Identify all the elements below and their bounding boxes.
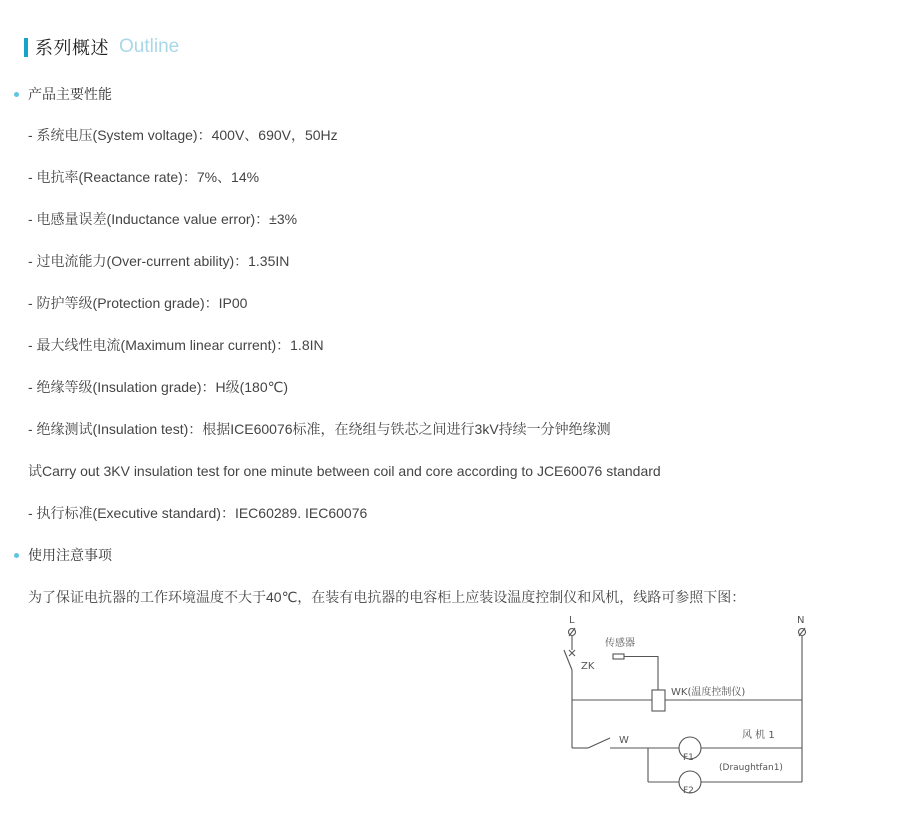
title-english: Outline [119,36,180,57]
label-sensor: 传感器 [605,638,635,649]
label-fan: 风 机 1 [742,730,775,741]
heading-performance-text: 产品主要性能 [28,86,112,102]
sensor-icon [613,654,624,659]
spec-line: - 绝缘等级(Insulation grade)：H级(180℃) [28,379,289,395]
label-w: W [619,735,629,746]
spec-line: - 最大线性电流(Maximum linear current)：1.8IN [28,337,324,353]
switch-zk-icon [564,650,572,670]
label-n: N [797,615,805,626]
spec-line: - 绝缘测试(Insulation test)：根据ICE60076标准，在绕组与铁芯之间进行3kV持续一分钟绝缘测 [28,421,611,437]
label-f2: F2 [683,786,694,796]
spec-line-continued: 试Carry out 3KV insulation test for one minute between coil and core according to JCE60076 standard [28,463,661,479]
bullet-dot-icon [14,92,19,97]
label-f1: F1 [683,753,694,763]
label-zk: ZK [581,661,595,672]
controller-wk-icon [652,690,665,711]
circuit-diagram [540,610,820,800]
spec-line: - 防护等级(Protection grade)：IP00 [28,295,248,311]
spec-line: - 系统电压(System voltage)：400V、690V，50Hz [28,127,338,143]
heading-notes-text: 使用注意事项 [28,547,112,563]
switch-w-icon [588,738,610,748]
spec-line: - 电抗率(Reactance rate)：7%、14% [28,169,260,185]
title-accent-bar [24,38,28,57]
label-l: L [569,615,575,626]
bullet-heading-notes [14,545,112,565]
section-title [24,36,179,58]
label-draughtfan: (Draughtfan1) [719,763,783,773]
bullet-heading-performance [14,84,112,104]
spec-line: - 过电流能力(Over-current ability)：1.35IN [28,253,290,269]
label-wk: WK(温度控制仪) [671,687,746,698]
title-chinese: 系列概述 [35,38,109,58]
spec-line: - 执行标准(Executive standard)：IEC60289. IEC60076 [28,505,368,521]
bullet-dot-icon [14,553,19,558]
spec-line: - 电感量误差(Inductance value error)：±3% [28,211,298,227]
notes-paragraph: 为了保证电抗器的工作环境温度不大于40℃，在装有电抗器的电容柜上应装设温度控制仪和风机，线路可参照下图： [28,589,746,605]
